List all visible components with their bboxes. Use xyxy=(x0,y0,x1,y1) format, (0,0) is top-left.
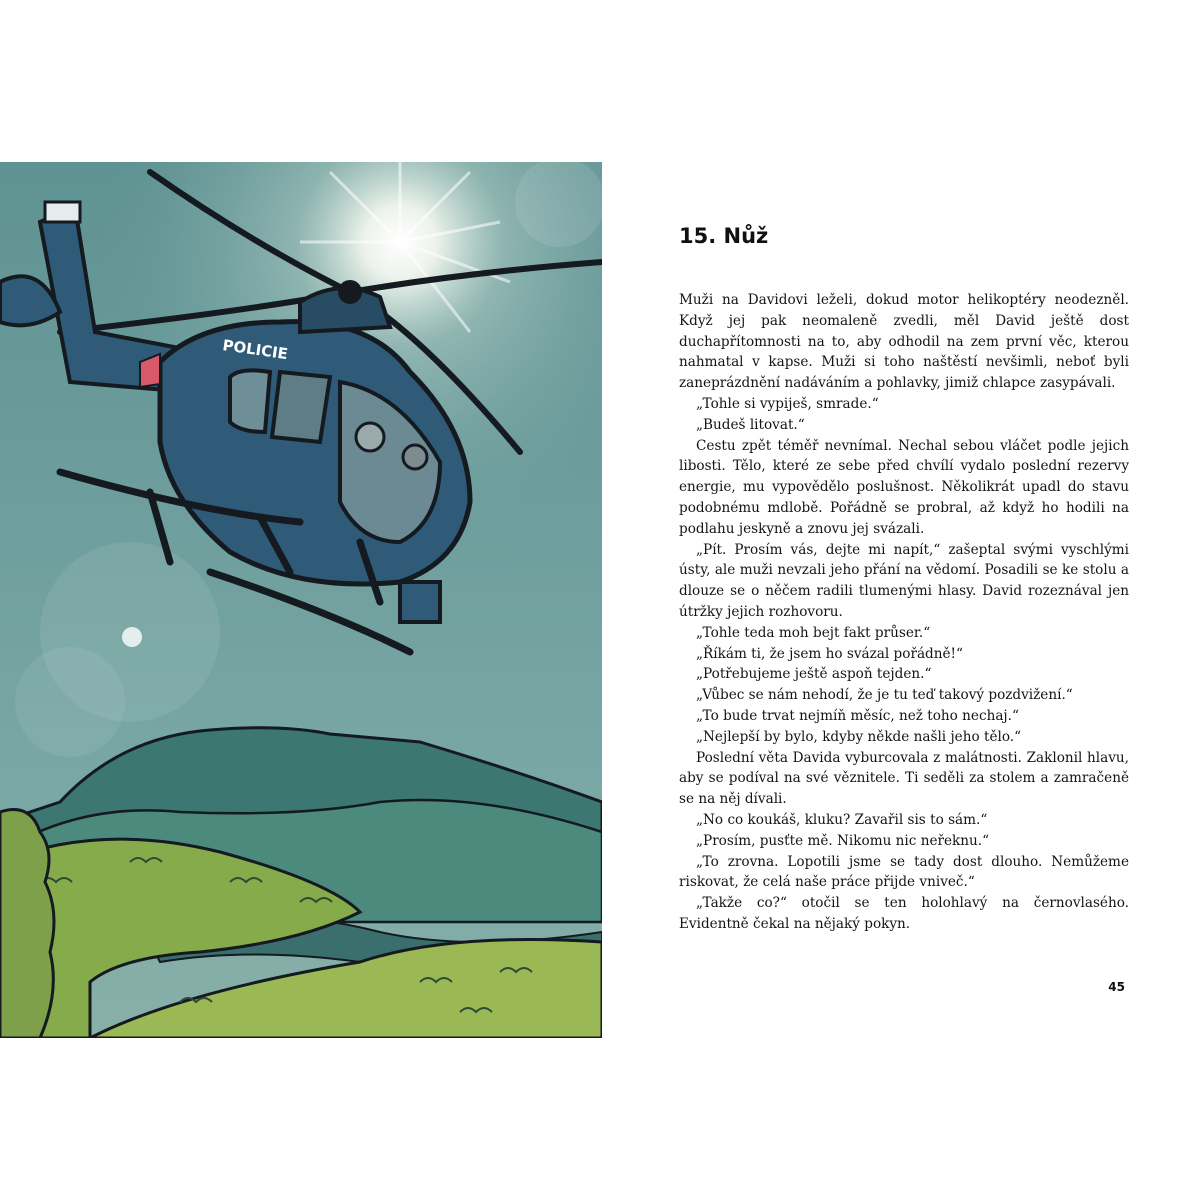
tail-fin-tip xyxy=(45,202,80,222)
window xyxy=(230,370,270,432)
rotor-hub xyxy=(338,280,362,304)
skid-box xyxy=(400,582,440,622)
paragraph: „Nejlepší by bylo, kdyby někde našli jeho tělo.“ xyxy=(696,728,1022,745)
paragraph: „No co koukáš, kluku? Zavařil sis to sám.“ xyxy=(696,811,988,828)
paragraph: „Říkám ti, že jsem ho svázal pořádně!“ xyxy=(696,645,963,662)
paragraph: „Takže co?“ otočil se ten holohlavý na černovlasého. Evidentně čekal na nějaký pokyn. xyxy=(679,895,1129,932)
paragraph: „To bude trvat nejmíň měsíc, než toho nechaj.“ xyxy=(696,707,1019,724)
paragraph: „Prosím, pusťte mě. Nikomu nic neřeknu.“ xyxy=(696,832,990,849)
window xyxy=(272,372,330,442)
helicopter-illustration xyxy=(0,162,602,1038)
paragraph: „Pít. Prosím vás, dejte mi napít,“ zašeptal svými vyschlými ústy, ale muži nevzali jeho přání na vědomí. Posadili se ke stolu a dlouze se o něčem radili tlumenými hlasy. David rozeznával jen útržky jejich rozhovoru. xyxy=(679,541,1129,620)
tree xyxy=(0,810,54,1039)
pilot-head xyxy=(356,423,384,451)
pilot-head xyxy=(403,445,427,469)
paragraph: Muži na Davidovi leželi, dokud motor helikoptéry neodezněl. Když jej pak neomaleně zvedli, měl David ještě dost duchapřítomnosti na to, aby odhodil na zem první věc, kterou nahmatal v kapse. Muži si toho naštěstí nevšimli, neboť byli zaneprázdnění nadáváním a pohlavky, jimiž chlapce zasypávali. xyxy=(679,292,1129,392)
paragraph: „Tohle si vypiješ, smrade.“ xyxy=(696,395,879,412)
paragraph: „Vůbec se nám nehodí, že je tu teď takový pozdvižení.“ xyxy=(696,687,1073,704)
paragraph: „Tohle teda moh bejt fakt průser.“ xyxy=(696,624,931,641)
text-page xyxy=(679,0,1129,1200)
helicopter-label: POLICIE xyxy=(221,336,290,364)
paragraph: „Budeš litovat.“ xyxy=(696,416,805,433)
lens-flare xyxy=(15,647,125,757)
paragraph: „Potřebujeme ještě aspoň tejden.“ xyxy=(696,666,932,683)
chapter-title: 15. Nůž xyxy=(679,224,769,248)
lens-flare xyxy=(122,627,142,647)
paragraph: Cestu zpět téměř nevnímal. Nechal sebou vláčet podle jejich libosti. Tělo, které ze sebe před chvílí vydalo poslední rezervy energie, mu vypovědělo poslušnost. Několikrát upadl do stavu podobnému mdlobě. Pořádně se probral, až když ho hodili na podlahu jeskyně a znovu jej svázali. xyxy=(679,437,1129,537)
page-number: 45 xyxy=(1108,980,1125,994)
paragraph: „To zrovna. Lopotili jsme se tady dost dlouho. Nemůžeme riskovat, že celá naše práce přijde vniveč.“ xyxy=(679,853,1129,891)
chapter-body xyxy=(679,290,1129,935)
paragraph: Poslední věta Davida vyburcovala z malátnosti. Zaklonil hlavu, aby se podíval na své věznitele. Ti seděli za stolem a zamračeně se na něj dívali. xyxy=(679,749,1129,808)
